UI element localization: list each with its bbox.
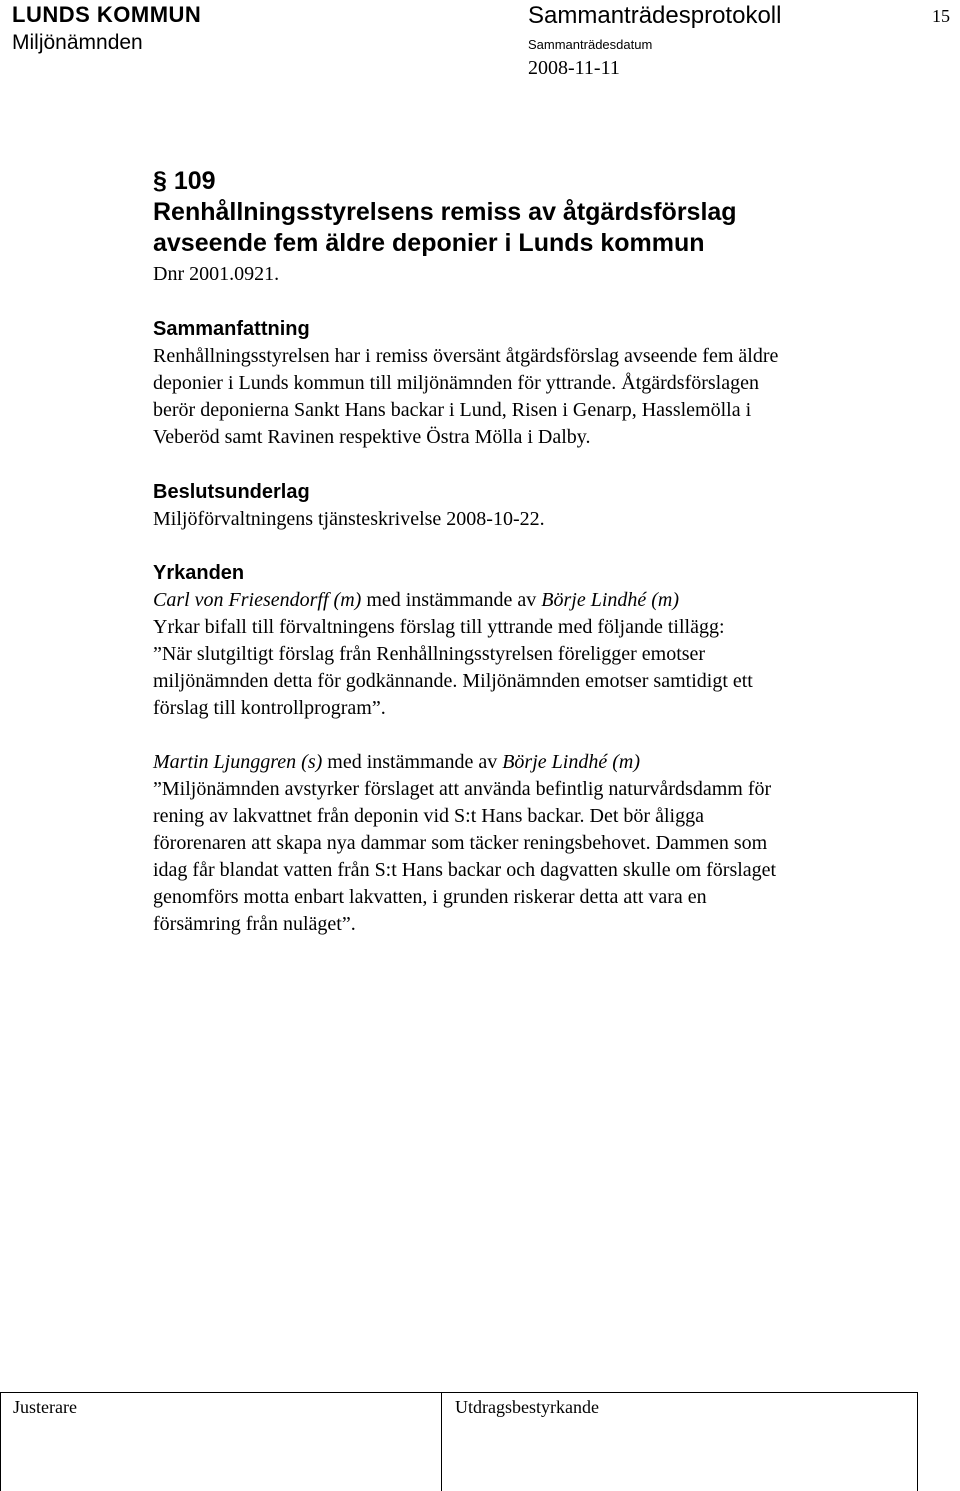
section-title	[153, 166, 737, 259]
motion-2-line: idag får blandat vatten från S:t Hans backar och dagvatten skulle om förslaget	[153, 859, 777, 881]
section-number-value: 109	[173, 167, 216, 195]
diary-number: Dnr 2001.0921.	[153, 263, 280, 285]
extract-certification-label: Utdragsbestyrkande	[455, 1397, 599, 1417]
motion-2-supporter: Börje Lindhé (m)	[502, 751, 640, 773]
motion-2-line: försämring från nuläget”.	[153, 913, 356, 935]
summary-line: Renhållningsstyrelsen har i remiss översänt åtgärdsförslag avseende fem äldre	[153, 345, 779, 367]
signature-footer	[0, 1392, 918, 1491]
basis-text: Miljöförvaltningens tjänsteskrivelse 2008-10-22.	[153, 508, 545, 530]
motion-1-connector: med instämmande av	[361, 589, 542, 611]
summary-line: deponier i Lunds kommun till miljönämnden för yttrande. Åtgärdsförslagen	[153, 372, 759, 394]
motion-1-line: Yrkar bifall till förvaltningens förslag till yttrande med följande tillägg:	[153, 616, 725, 638]
meeting-date: 2008-11-11	[528, 57, 620, 79]
summary-line: Veberöd samt Ravinen respektive Östra Mölla i Dalby.	[153, 426, 591, 448]
motion-1-supporter: Börje Lindhé (m)	[541, 589, 680, 611]
motion-1-proposer: Carl von Friesendorff (m)	[153, 589, 362, 611]
section-symbol: §	[153, 167, 167, 195]
motion-2-line: rening av lakvattnet från deponin vid S:t Hans backar. Det bör åligga	[153, 805, 704, 827]
motion-1-line: förslag till kontrollprogram”.	[153, 697, 386, 719]
summary-line: berör deponierna Sankt Hans backar i Lund, Risen i Genarp, Hasslemölla i	[153, 399, 752, 421]
summary-heading: Sammanfattning	[153, 318, 310, 340]
section-number	[153, 166, 737, 197]
adjuster-label: Justerare	[13, 1397, 77, 1417]
motion-2-line: genomförs motta enbart lakvatten, i grunden riskerar detta att vara en	[153, 886, 707, 908]
page-number: 15	[932, 6, 950, 26]
document-type: Sammanträdesprotokoll	[528, 2, 782, 29]
board-name: Miljönämnden	[12, 31, 143, 54]
motions-heading: Yrkanden	[153, 562, 245, 584]
motion-2-connector: med instämmande av	[322, 751, 503, 773]
motion-2-proposer: Martin Ljunggren (s)	[153, 751, 323, 773]
organization-name: LUNDS KOMMUN	[12, 2, 202, 27]
section-title-line-2: avseende fem äldre deponier i Lunds kommun	[153, 229, 705, 257]
motion-1-attribution	[153, 587, 679, 614]
motion-2-line: ”Miljönämnden avstyrker förslaget att använda befintlig naturvårdsdamm för	[153, 778, 772, 800]
section-title-line-1: Renhållningsstyrelsens remiss av åtgärdsförslag	[153, 198, 737, 226]
motion-2-line: förorenaren att skapa nya dammar som täcker reningsbehovet. Dammen som	[153, 832, 768, 854]
footer-divider	[441, 1393, 442, 1491]
motion-1-line: miljönämnden detta för godkännande. Miljönämnden emotser samtidigt ett	[153, 670, 753, 692]
motion-2-attribution	[153, 749, 640, 776]
basis-heading: Beslutsunderlag	[153, 481, 310, 503]
meeting-date-label: Sammanträdesdatum	[528, 37, 653, 52]
motion-1-line: ”När slutgiltigt förslag från Renhållningsstyrelsen föreligger emotser	[153, 643, 706, 665]
